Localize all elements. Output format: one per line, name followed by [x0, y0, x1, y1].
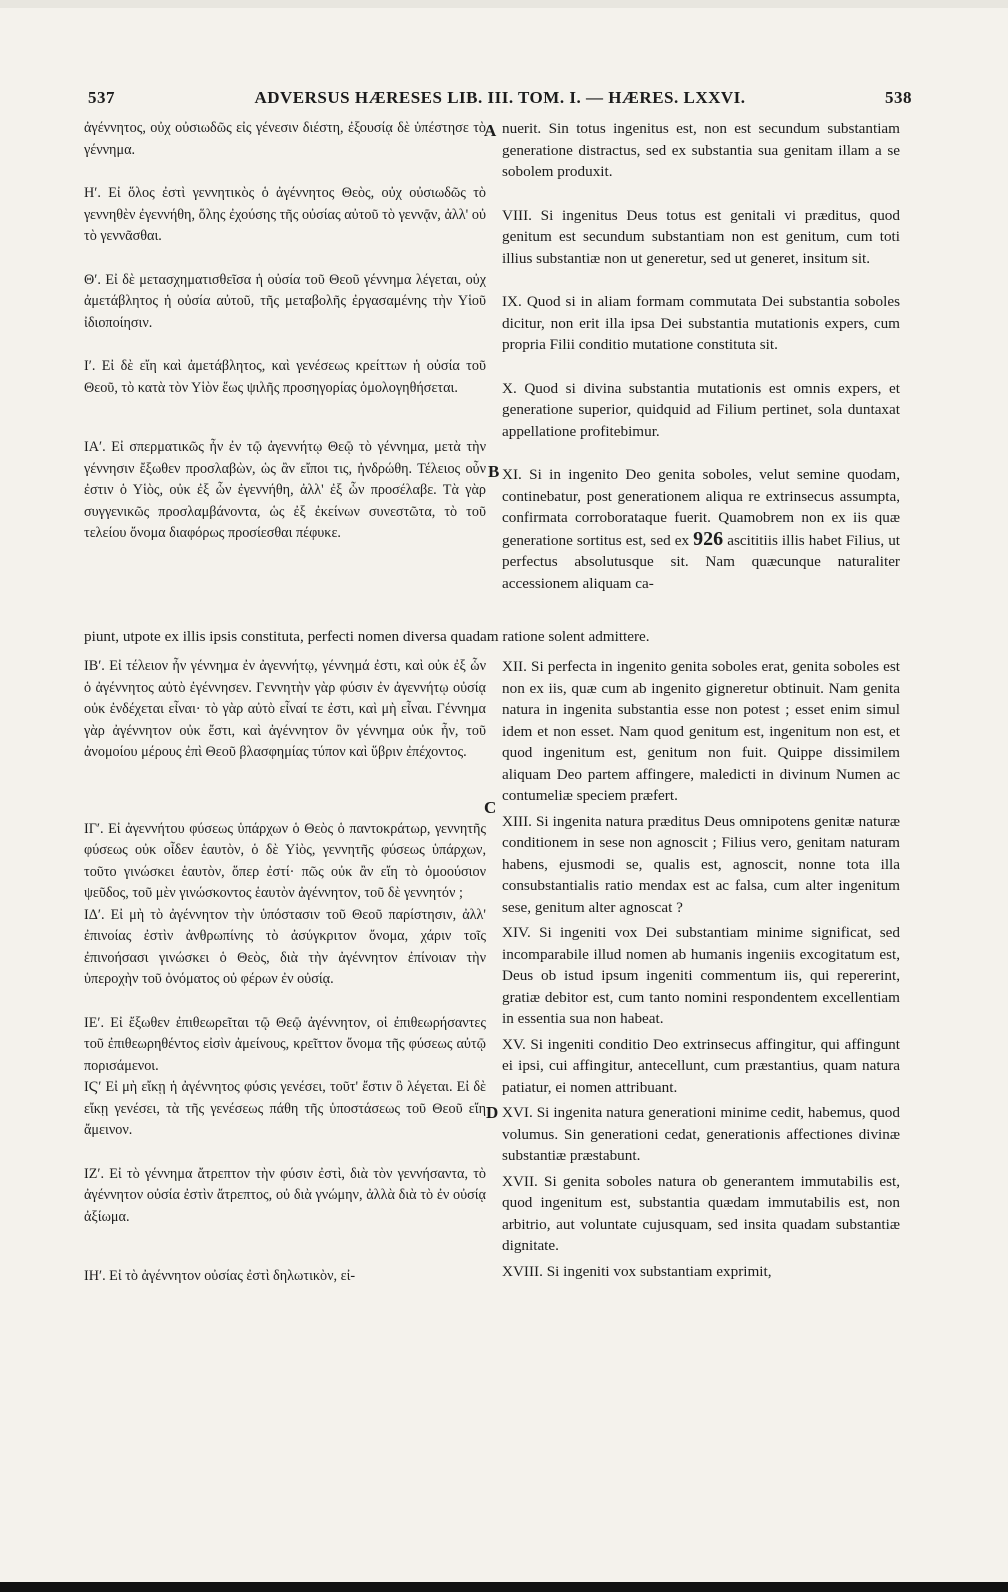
- latin-paragraph: XIII. Si ingenita natura præditus Deus omnipotens genitæ naturæ conditionem in sese non agnoscit ; Filius vero, genitam naturam habens, ejusmodi se, qualis est, agnoscit, nonne tota illa consubstantialis ratio mendax est ac falsa, cum alter ingenitum sese, genitum alter agnoscat ?: [502, 812, 900, 916]
- section-marker-c: C: [484, 798, 497, 817]
- greek-paragraph: ΙΔ′. Εἰ μὴ τὸ ἀγέννητον τὴν ὑπόστασιν τοῦ Θεοῦ παρίστησιν, ἀλλ' ἐπινοίας ἐστὶν ἀνθρωπίνης τὸ ἀσύγκριτον ὄνομα, χάριν τοῖς ἐπινοήσασι γινώσκει ὁ Θεὸς, διὰ τὴν ἀγέννητον ἐπίνοιαν τὴν ὑπεροχὴν τοῦ ὀνόματος οὐ φέρων ἐν οὐσίᾳ.: [84, 906, 486, 987]
- latin-paragraph: XVIII. Si ingeniti vox substantiam exprimit,: [502, 1262, 772, 1280]
- greek-paragraph: Θ′. Εἰ δὲ μετασχηματισθεῖσα ἡ οὐσία τοῦ Θεοῦ γέννημα λέγεται, οὐχ ἀμετάβλητος ἡ οὐσία αὐτοῦ, τῆς μεταβολῆς ἐργασαμένης τὴν Υἱοῦ ἰδιοποίησιν.: [84, 271, 486, 331]
- latin-paragraph: VIII. Si ingenitus Deus totus est genitali vi præditus, quod genitum est secundum substantiam non est genitum, cum toti illius substantiæ non ut generetur, sed ut generet, insitum sit.: [502, 206, 900, 267]
- running-header: [88, 88, 912, 112]
- latin-paragraph: [502, 464, 900, 594]
- page-number-left: 537: [88, 88, 115, 107]
- greek-paragraph: Η′. Εἰ ὅλος ἐστὶ γεννητικὸς ὁ ἀγέννητος Θεὸς, οὐχ οὐσιωδῶς τὸ γεννηθὲν ἐγεννήθη, ὅλης ἐχούσης τῆς οὐσίας αὐτοῦ τὸ γεννᾷν, ἀλλ' οὐ τὸ γεννᾶσθαι.: [84, 185, 486, 244]
- greek-paragraph: ΙϚ′ Εἰ μὴ εἴκῃ ἡ ἀγέννητος φύσις γενέσει, τοῦτ' ἔστιν ὃ λέγεται. Εἰ δὲ εἴκῃ γενέσει, τὰ τῆς γενέσεως πάθη τῆς ὑποστάσεως τοῦ Θεοῦ εἴη ἄμεινον.: [84, 1079, 486, 1138]
- latin-paragraph: XVII. Si genita soboles natura ob generantem immutabilis est, quod ingenitum est, substantia quædam immutabilis est, non arbitrio, aut voluntate cujusquam, sed insita quadam substantiæ dignitate.: [502, 1172, 900, 1254]
- greek-paragraph: ΙΓ′. Εἰ ἀγεννήτου φύσεως ὑπάρχων ὁ Θεὸς ὁ παντοκράτωρ, γεννητῆς φύσεως οὐκ οἶδεν ἑαυτὸν, ὁ δὲ Υἱὸς, γεννητῆς φύσεως ὑπάρχων, τοῦτο γινώσκει ἑαυτὸν, ὅπερ ἐστί· πῶς οὐκ ἂν εἴη τὸ ὁμοούσιον ψεῦδος, τοῦ μὲν γινώσκοντος ἑαυτὸν ἀγέννητον, τοῦ δὲ γεννητόν ;: [84, 820, 486, 901]
- latin-paragraph: XV. Si ingeniti conditio Deo extrinsecus affingitur, qui affingunt ei ipsi, cui affingitur, antecellunt, cum præstantius, quam natura patiatur, ei nomen attribuant.: [502, 1035, 900, 1096]
- page-number-right: 538: [885, 88, 912, 107]
- latin-paragraph: XVI. Si ingenita natura generationi minime cedit, habemus, quod volumus. Sin generationi cedat, generationis affectiones divinæ substantiæ præstabunt.: [502, 1104, 900, 1164]
- bridge-line: piunt, utpote ex illis ipsis constituta, perfecti nomen diversa quadam ratione solent admittere.: [84, 628, 650, 645]
- latin-paragraph: X. Quod si divina substantia mutationis est omnis expers, et generatione superior, quidquid ad Filium pertinet, sola duntaxat appellatione profitebimur.: [502, 379, 900, 440]
- greek-paragraph: ΙΖ′. Εἰ τὸ γέννημα ἄτρεπτον τὴν φύσιν ἐστὶ, διὰ τὸν γεννήσαντα, τὸ ἀγέννητον οὐσία ἐστὶν ἄτρεπτος, οὐ διὰ γνώμην, ἀλλὰ διὰ τὸ ἐν οὐσίᾳ ἀξίωμα.: [84, 1165, 486, 1225]
- greek-paragraph: ΙΒ′. Εἰ τέλειον ἦν γέννημα ἐν ἀγεννήτῳ, γέννημά ἐστι, καὶ οὐκ ἐξ ὧν ὁ ἀγέννητος αὐτὸ ἐγέννησεν. Γεννητὴν γὰρ φύσιν ἐν ἀγεννήτῳ οὐσίᾳ οὐκ ἐνδέχεται εἶναι· τὸ γὰρ αὐτὸ εἶναί τε ἐστι, καὶ μὴ εἶναι. Γέννημα γὰρ ἀγέννητον οὐκ ἔστι, καὶ ἀγέννητον ὂν γέννημα οὐκ ἦν, τοῦ ἀνομοίου μέρους ἐπὶ Θεοῦ βλασφημίας τύπον καὶ ὕβριν ἐπέχοντος.: [84, 658, 486, 760]
- scan-bottom-edge: [0, 1582, 1008, 1592]
- latin-paragraph-text: XI. Si in ingenito Deo genita soboles, velut semine quodam, continebatur, post generationem aliqua re extrinsecus assumpta, confirmata corroborataque fuerit. Quamobrem non ex iis quæ generatione sortitus est, sed ex: [502, 466, 900, 549]
- latin-column-lower: [502, 656, 900, 1282]
- greek-paragraph: Ι′. Εἰ δὲ εἴη καὶ ἀμετάβλητος, καὶ γενέσεως κρείττων ἡ οὐσία τοῦ Θεοῦ, τὸ κατὰ τὸν Υἱὸν ἕως ψιλῆς προσηγορίας ὁμολογηθήσεται.: [84, 358, 486, 396]
- section-marker-d: D: [486, 1103, 499, 1122]
- greek-column-upper: [84, 118, 486, 545]
- latin-paragraph: XIV. Si ingeniti vox Dei substantiam minime significat, sed incomparabile illud nomen ab humanis ingeniis excogitatum est, Deus ob istud ipsum ingeniti commentum iis, qui repererint, gratiæ debitor est, cum tanto nomini respondentem excellentiam in essentia sua non habeat.: [502, 924, 900, 1027]
- latin-paragraph-text: ascititiis illis habet Filius, ut perfectus absolutusque sit. Nam quæcunque naturaliter accessionem aliquam ca-: [502, 531, 901, 592]
- column-number: 926: [693, 527, 724, 550]
- greek-paragraph: ΙΕ′. Εἰ ἔξωθεν ἐπιθεωρεῖται τῷ Θεῷ ἀγέννητον, οἱ ἐπιθεωρήσαντες τοῦ ἐπιθεωρηθέντος εἰσὶν ἀμείνους, κρεῖττον ὄνομα τῆς φύσεως αὐτῷ πορισάμενοι.: [84, 1014, 486, 1074]
- latin-paragraph: nuerit. Sin totus ingenitus est, non est secundum substantiam generatione distractus, sed ex substantia sua genitam illam a se sobolem produxit.: [502, 120, 900, 180]
- scan-edge: [0, 0, 1008, 8]
- latin-paragraph: IX. Quod si in aliam formam commutata Dei substantia soboles dicitur, non erit illa ipsa Dei substantia mutationis expers, cum propria Filii conditio mutatione constituta sit.: [502, 293, 900, 353]
- greek-paragraph: ΙΑ′. Εἰ σπερματικῶς ἦν ἐν τῷ ἀγεννήτῳ Θεῷ τὸ γέννημα, μετὰ τὴν γέννησιν ἔξωθεν προσλαβὼν, ὡς ἂν εἴποι τις, ἠνδρώθη. Τέλειος οὖν ἐστιν ὁ Υἱὸς, οὐκ ἐξ ὧν ἐγεννήθη, ἀλλ' ἐξ ὧν προσέλαβε. Τὰ γὰρ συγγενικῶς προσλαμβάνοντα, ὡς ἐξ ἐκείνων συνεστῶτα, τὸ τοῦ τελείου ὄνομα διαφόρως προσίεσθαι πέφυκε.: [84, 439, 486, 541]
- greek-column-lower: [84, 656, 486, 1288]
- section-marker-a: A: [484, 121, 497, 140]
- latin-paragraph: XII. Si perfecta in ingenito genita soboles erat, genita soboles est non ex iis, quæ cum ab ingenito gigneretur obtinuit. Nam genita natura in ingenita substantia esse non potest ; esset enim simul idem et non esset. Nam quod genitum est, ingenitum non est, et quod ingenitum est, genitum non fuit. Quippe dissimilem aliquam Deo partem affingere, maledicti in divinum Numen ac contumeliæ speciem præfert.: [502, 658, 900, 804]
- running-title: ADVERSUS HÆRESES LIB. III. TOM. I. — HÆRES. LXXVI.: [254, 88, 746, 107]
- section-marker-b: B: [488, 462, 500, 481]
- greek-paragraph: ΙΗ′. Εἰ τὸ ἀγέννητον οὐσίας ἐστὶ δηλωτικὸν, εἰ-: [84, 1268, 356, 1284]
- latin-column-upper: [502, 118, 900, 594]
- greek-paragraph: ἀγέννητος, οὐχ οὐσιωδῶς εἰς γένεσιν διέστη, ἐξουσίᾳ δὲ ὑπέστησε τὸ γέννημα.: [84, 120, 486, 158]
